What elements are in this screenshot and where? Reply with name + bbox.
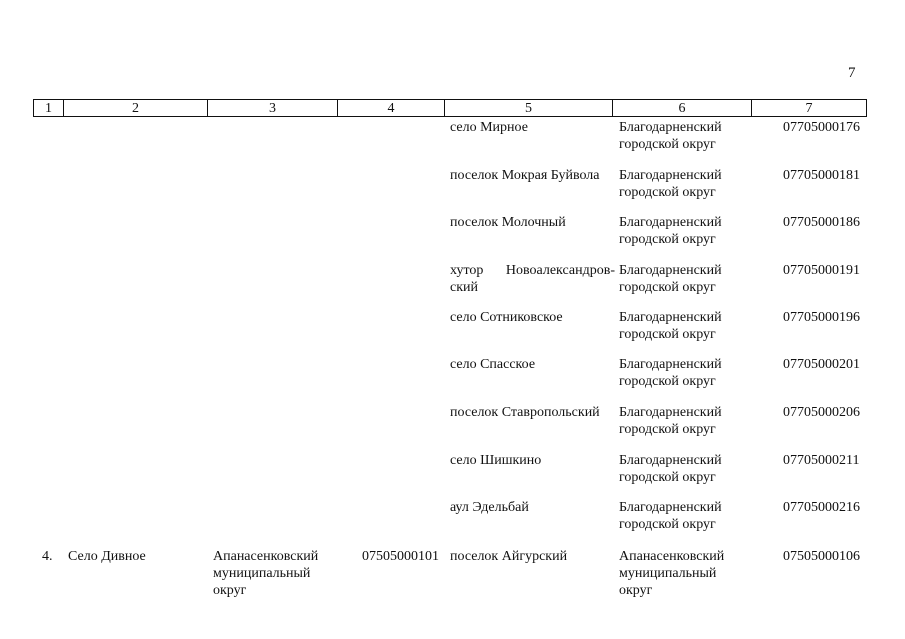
- municipality-line: округ: [213, 583, 247, 598]
- district-line: городской округ: [619, 185, 716, 200]
- code-cell: 07505000106: [783, 549, 860, 564]
- district-line: городской округ: [619, 517, 716, 532]
- district-line: Апанасенковский: [619, 549, 725, 564]
- district-cell: [619, 262, 754, 296]
- district-line: Благодарненский: [619, 168, 722, 183]
- code-cell: 07705000176: [783, 120, 860, 135]
- settlement-cell: село Шишкино: [450, 453, 542, 468]
- district-cell: [619, 404, 754, 438]
- header-col-1: 1: [34, 100, 64, 116]
- district-line: Благодарненский: [619, 500, 722, 515]
- district-line: городской округ: [619, 374, 716, 389]
- code-cell: 07705000181: [783, 168, 860, 183]
- district-line: городской округ: [619, 280, 716, 295]
- district-cell: [619, 499, 754, 533]
- district-line: Благодарненский: [619, 453, 722, 468]
- settlement-cell: село Сотниковское: [450, 310, 563, 325]
- code-cell: 07705000216: [783, 500, 860, 515]
- district-line: Благодарненский: [619, 405, 722, 420]
- district-line: Благодарненский: [619, 120, 722, 135]
- district-line: округ: [619, 583, 653, 598]
- district-line: Благодарненский: [619, 310, 722, 325]
- settlement-cell: поселок Молочный: [450, 215, 566, 230]
- settlement-cell: село Мирное: [450, 120, 528, 135]
- header-col-2: 2: [64, 100, 208, 116]
- municipality-code-cell: 07505000101: [362, 549, 439, 564]
- district-line: городской округ: [619, 422, 716, 437]
- district-line: городской округ: [619, 232, 716, 247]
- settlement-line: хутор Новоалександров-: [450, 263, 615, 278]
- district-line: городской округ: [619, 470, 716, 485]
- header-col-6: 6: [613, 100, 752, 116]
- header-col-5: 5: [445, 100, 613, 116]
- district-line: городской округ: [619, 137, 716, 152]
- settlement-cell: поселок Айгурский: [450, 549, 568, 564]
- settlement-cell: поселок Ставропольский: [450, 405, 600, 420]
- code-cell: 07705000211: [783, 453, 860, 468]
- page-number: 7: [848, 65, 856, 81]
- entry-number: 4.: [42, 549, 53, 564]
- code-cell: 07705000206: [783, 405, 860, 420]
- district-cell: [619, 214, 754, 248]
- district-cell: [619, 452, 754, 486]
- settlement-cell: село Спасское: [450, 357, 536, 372]
- municipality-line: Апанасенковский: [213, 549, 319, 564]
- settlement-cell: аул Эдельбай: [450, 500, 529, 515]
- header-col-4: 4: [338, 100, 445, 116]
- entry-name: Село Дивное: [68, 549, 146, 564]
- district-cell: [619, 309, 754, 343]
- code-cell: 07705000196: [783, 310, 860, 325]
- code-cell: 07705000186: [783, 215, 860, 230]
- district-line: Благодарненский: [619, 215, 722, 230]
- header-col-7: 7: [805, 101, 813, 116]
- settlement-cell: поселок Мокрая Буйвола: [450, 168, 600, 183]
- municipality-cell: [213, 548, 343, 599]
- district-cell: [619, 548, 754, 599]
- district-line: Благодарненский: [619, 263, 722, 278]
- district-line: Благодарненский: [619, 357, 722, 372]
- settlement-cell: [450, 262, 615, 296]
- district-line: городской округ: [619, 327, 716, 342]
- header-col-3: 3: [208, 100, 338, 116]
- code-cell: 07705000201: [783, 357, 860, 372]
- district-cell: [619, 119, 754, 153]
- code-cell: 07705000191: [783, 263, 860, 278]
- municipality-line: муниципальный: [213, 566, 311, 581]
- district-cell: [619, 356, 754, 390]
- district-cell: [619, 167, 754, 201]
- district-line: муниципальный: [619, 566, 717, 581]
- settlement-line: ский: [450, 280, 478, 295]
